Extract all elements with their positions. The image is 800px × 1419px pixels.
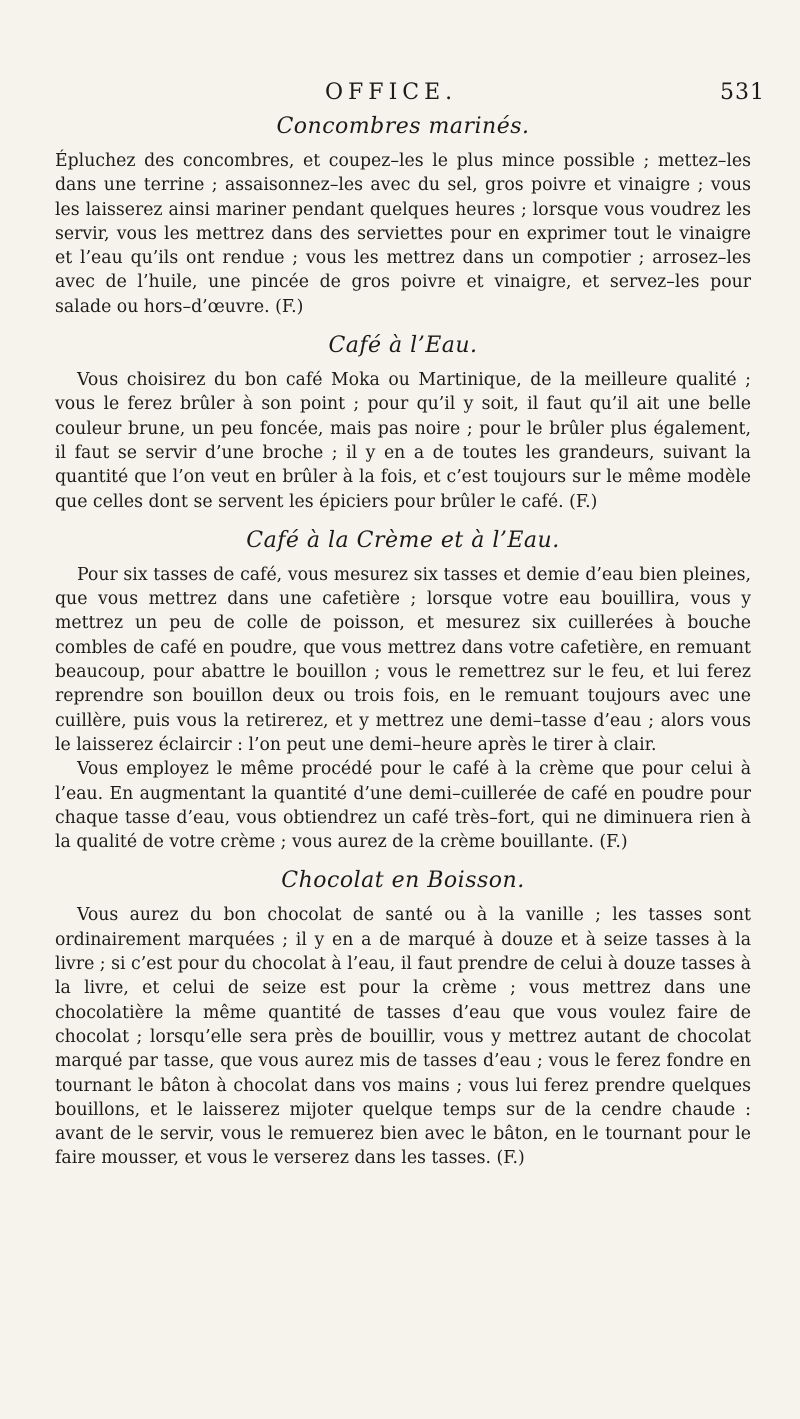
running-title: OFFICE. <box>325 80 458 105</box>
section-title: Concombres marinés. <box>276 114 530 139</box>
paragraph: Épluchez des concombres, et coupez–les le plus mince possible ; mettez–les dans une terrine ; assaisonnez–les avec du sel, gros poivre et vinaigre ; vous les laisserez ainsi mariner pendant quelques heures ; lorsque vous voudrez les servir, vous les mettrez dans des serviettes pour en exprimer tout le vinaigre et l’eau qu’ils ont rendue ; vous les mettrez dans un compotier ; arrosez–les avec de l’huile, une pincée de gros poivre et vinaigre, et servez–les pour salade ou hors–d’œuvre. (F.) <box>55 151 751 317</box>
section-title: Café à la Crème et à l’Eau. <box>246 527 560 553</box>
paragraph: Vous choisirez du bon café Moka ou Martinique, de la meilleure qualité ; vous le ferez brûler à son point ; pour qu’il y soit, il faut qu’il ait une belle couleur brune, un peu foncée, mais pas noire ; pour le brûler plus également, il faut se servir d’une broche ; il y en a de toutes les grandeurs, suivant la quantité que l’on veut en brûler à la fois, et c’est toujours sur le même modèle que celles dont se servent les épiciers pour brûler le café. (F.) <box>55 370 751 512</box>
paragraph: Vous employez le même procédé pour le café à la crème que pour celui à l’eau. En augmentant la quantité d’une demi–cuillerée de café en poudre pour chaque tasse d’eau, vous obtiendrez un café très–fort, qui ne diminuera rien à la qualité de votre crème ; vous aurez de la crème bouillante. (F.) <box>55 759 751 853</box>
paragraph: Pour six tasses de café, vous mesurez six tasses et demie d’eau bien pleines, que vous mettrez dans une cafetière ; lorsque votre eau bouillira, vous y mettrez un peu de colle de poisson, et mesurez six cuillerées à bouche combles de café en poudre, que vous mettrez dans votre cafetière, en remuant beaucoup, pour abattre le bouillon ; vous le remettrez sur le feu, et lui ferez reprendre son bouillon deux ou trois fois, en le remuant toujours avec une cuillère, puis vous la retirerez, et y mettrez une demi–tasse d’eau ; alors vous le laisserez éclaircir : l’on peut une demi–heure après le tirer à clair. <box>55 564 751 755</box>
section-title: Chocolat en Boisson. <box>281 868 525 894</box>
recipe-concombres-marines <box>55 114 751 319</box>
recipe-cafe-creme-eau <box>55 528 751 855</box>
paragraph: Vous aurez du bon chocolat de santé ou à la vanille ; les tasses sont ordinairement marquées ; il y en a de marqué à douze et à seize tasses à la livre ; si c’est pour du chocolat à l’eau, il faut prendre de celui à douze tasses à la livre, et celui de seize est pour la crème ; vous mettrez dans une chocolatière la même quantité de tasses d’eau que vous voulez faire de chocolat ; lorsqu’elle sera près de bouillir, vous y mettrez autant de chocolat marqué par tasse, que vous aurez mis de tasses d’eau ; vous le ferez fondre en tournant le bâton à chocolat dans vos mains ; vous lui ferez prendre quelques bouillons, et le laisserez mijoter quelque temps sur de la cendre chaude : avant de le servir, vous le remuerez bien avec le bâton, en le tournant pour le faire mousser, et vous le verserez dans les tasses. (F.) <box>55 905 751 1169</box>
section-title: Café à l’Eau. <box>328 333 478 359</box>
page-content <box>55 110 751 1185</box>
recipe-cafe-a-l-eau <box>55 333 751 514</box>
page-number: 531 <box>720 80 765 105</box>
recipe-chocolat-en-boisson <box>55 868 751 1170</box>
